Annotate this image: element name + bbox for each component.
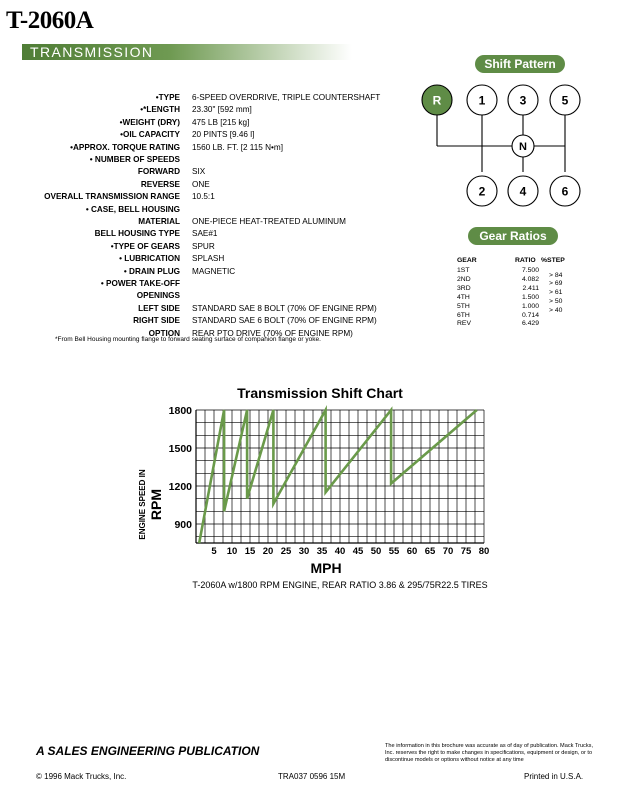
x-tick-label: 60 — [406, 546, 418, 557]
spec-row — [0, 104, 400, 116]
gear-ratios-heading: Gear Ratios — [468, 227, 558, 245]
shift-pattern-heading: Shift Pattern — [475, 55, 565, 73]
step-percent: > 69 — [549, 280, 563, 288]
spec-label: •*LENGTH — [140, 105, 180, 115]
x-tick-label: 25 — [280, 546, 292, 557]
spec-row — [0, 290, 400, 302]
spec-row — [0, 253, 400, 265]
spec-row — [0, 266, 400, 278]
spec-row — [0, 216, 400, 228]
x-tick-label: 20 — [262, 546, 274, 557]
subtitle: TRANSMISSION — [30, 44, 154, 60]
ratio-column-header: RATIO — [515, 257, 536, 264]
x-tick-label: 55 — [388, 546, 400, 557]
gear-name: 6TH — [457, 311, 470, 319]
spec-label: •APPROX. TORQUE RATING — [70, 142, 180, 152]
spec-label: •TYPE OF GEARS — [110, 241, 180, 251]
spec-row — [0, 204, 400, 216]
spec-label: •WEIGHT (DRY) — [119, 117, 180, 127]
disclaimer: The information in this brochure was accurate as of day of publication. Mack Trucks, Inc. reserves the right to make changes in specifications, equipment or design, or to discontinue models or options without notice at any time — [385, 743, 593, 763]
x-tick-label: 35 — [316, 546, 328, 557]
step-column-header: %STEP — [541, 257, 565, 264]
spec-label: REVERSE — [140, 179, 180, 189]
step-percent: > 40 — [549, 307, 563, 315]
gear-position-label: 3 — [519, 93, 527, 108]
spec-row — [0, 228, 400, 240]
x-tick-label: 10 — [226, 546, 238, 557]
spec-row — [0, 129, 400, 141]
spec-value: STANDARD SAE 6 BOLT (70% OF ENGINE RPM) — [192, 316, 377, 326]
y-tick-label: 900 — [174, 519, 192, 531]
spec-label: RIGHT SIDE — [133, 316, 180, 326]
x-tick-label: 40 — [334, 546, 346, 557]
x-tick-label: 45 — [352, 546, 364, 557]
chart-title: Transmission Shift Chart — [237, 385, 403, 401]
gear-ratio: 0.714 — [521, 311, 539, 319]
spec-value: MAGNETIC — [192, 266, 236, 276]
chart-caption: T-2060A w/1800 RPM ENGINE, REAR RATIO 3.86 & 295/75R22.5 TIRES — [192, 580, 488, 590]
spec-label: BELL HOUSING TYPE — [94, 229, 180, 239]
step-percent: > 84 — [549, 271, 563, 279]
gear-position-label: 6 — [561, 184, 569, 199]
spec-label: • LUBRICATION — [119, 254, 180, 264]
x-tick-label: 15 — [244, 546, 256, 557]
spec-label: • NUMBER OF SPEEDS — [89, 155, 180, 164]
x-tick-label: 30 — [298, 546, 310, 557]
gear-name: 3RD — [457, 284, 471, 292]
x-tick-label: 50 — [370, 546, 382, 557]
y-tick-label: 1800 — [168, 405, 192, 417]
spec-value: 1560 LB. FT. [2 115 N•m] — [192, 142, 283, 152]
gear-ratio: 1.500 — [521, 293, 539, 301]
gear-name: 4TH — [457, 293, 470, 301]
step-percent: > 50 — [549, 298, 563, 306]
spec-value: SPLASH — [192, 254, 225, 264]
gear-name: REV — [457, 320, 471, 328]
step-percent: > 61 — [549, 289, 563, 297]
spec-label: MATERIAL — [138, 217, 180, 226]
x-axis-label: MPH — [310, 560, 342, 576]
spec-value: 20 PINTS [9.46 l] — [192, 130, 255, 140]
gear-ratio: 1.000 — [521, 302, 539, 310]
x-tick-label: 80 — [478, 546, 490, 557]
spec-label: • POWER TAKE-OFF — [100, 279, 180, 288]
y-axis-label-top: ENGINE SPEED IN — [138, 469, 147, 540]
spec-value: 10.5:1 — [192, 192, 215, 202]
gear-name: 5TH — [457, 302, 470, 310]
spec-list — [0, 92, 420, 342]
spec-value: SIX — [192, 167, 206, 177]
gear-ratio: 7.500 — [521, 267, 539, 274]
gear-position-label: 1 — [478, 93, 486, 108]
spec-label: • CASE, BELL HOUSING — [85, 204, 180, 214]
x-tick-label: 5 — [211, 546, 217, 557]
spec-label: •TYPE — [155, 93, 180, 102]
gear-name: 2ND — [457, 275, 471, 283]
y-tick-label: 1500 — [168, 443, 192, 455]
spec-value: 475 LB [215 kg] — [192, 117, 250, 127]
spec-row — [0, 303, 400, 315]
model-title: T-2060A — [6, 7, 94, 34]
spec-label: •OIL CAPACITY — [120, 130, 180, 140]
gear-position-label: R — [432, 93, 442, 108]
spec-label: OPTION — [148, 328, 180, 338]
spec-value: SPUR — [192, 241, 215, 251]
document-code: TRA037 0596 15M — [278, 772, 346, 781]
gear-position-label: 4 — [519, 184, 527, 199]
gear-name: 1ST — [457, 267, 470, 274]
spec-row — [0, 278, 400, 290]
spec-label: OVERALL TRANSMISSION RANGE — [44, 192, 180, 202]
spec-value: ONE — [192, 179, 210, 189]
x-tick-label: 70 — [442, 546, 454, 557]
spec-row — [0, 241, 400, 253]
printed-in: Printed in U.S.A. — [524, 772, 584, 781]
spec-row — [0, 92, 400, 104]
spec-value: SAE#1 — [192, 229, 218, 239]
spec-row — [0, 142, 400, 154]
gear-ratio: 2.411 — [522, 284, 539, 292]
spec-row — [0, 117, 400, 129]
footnote: *From Bell Housing mounting flange to forward seating surface of companion flange or yoke. — [55, 336, 321, 343]
gear-ratio-table — [457, 257, 607, 337]
publication-label: A SALES ENGINEERING PUBLICATION — [36, 744, 260, 758]
shift-pattern-diagram — [415, 80, 605, 210]
gear-column-header: GEAR — [457, 257, 477, 264]
gear-ratio: 6.429 — [521, 320, 539, 328]
spec-label: LEFT SIDE — [138, 303, 180, 313]
spec-row — [0, 166, 400, 178]
spec-value: STANDARD SAE 8 BOLT (70% OF ENGINE RPM) — [192, 303, 377, 313]
y-axis-label: RPM — [148, 488, 164, 521]
spec-row — [0, 191, 400, 203]
spec-value: 23.30" [592 mm] — [192, 105, 252, 115]
spec-label: OPENINGS — [136, 291, 180, 301]
x-tick-label: 65 — [424, 546, 436, 557]
shift-chart — [120, 398, 500, 580]
copyright: © 1996 Mack Trucks, Inc. — [36, 772, 127, 781]
x-tick-label: 75 — [460, 546, 472, 557]
spec-value: ONE-PIECE HEAT-TREATED ALUMINUM — [192, 217, 346, 226]
neutral-label: N — [519, 141, 527, 153]
spec-value: 6-SPEED OVERDRIVE, TRIPLE COUNTERSHAFT — [192, 93, 381, 102]
spec-value: REAR PTO DRIVE (70% OF ENGINE RPM) — [192, 328, 353, 338]
spec-label: FORWARD — [137, 167, 180, 177]
spec-row — [0, 154, 400, 166]
spec-row — [0, 179, 400, 191]
y-tick-label: 1200 — [168, 481, 192, 493]
spec-row — [0, 315, 400, 327]
gear-ratio: 4.082 — [521, 275, 539, 283]
spec-label: • DRAIN PLUG — [123, 266, 180, 276]
gear-position-label: 2 — [478, 184, 486, 199]
gear-position-label: 5 — [561, 93, 569, 108]
